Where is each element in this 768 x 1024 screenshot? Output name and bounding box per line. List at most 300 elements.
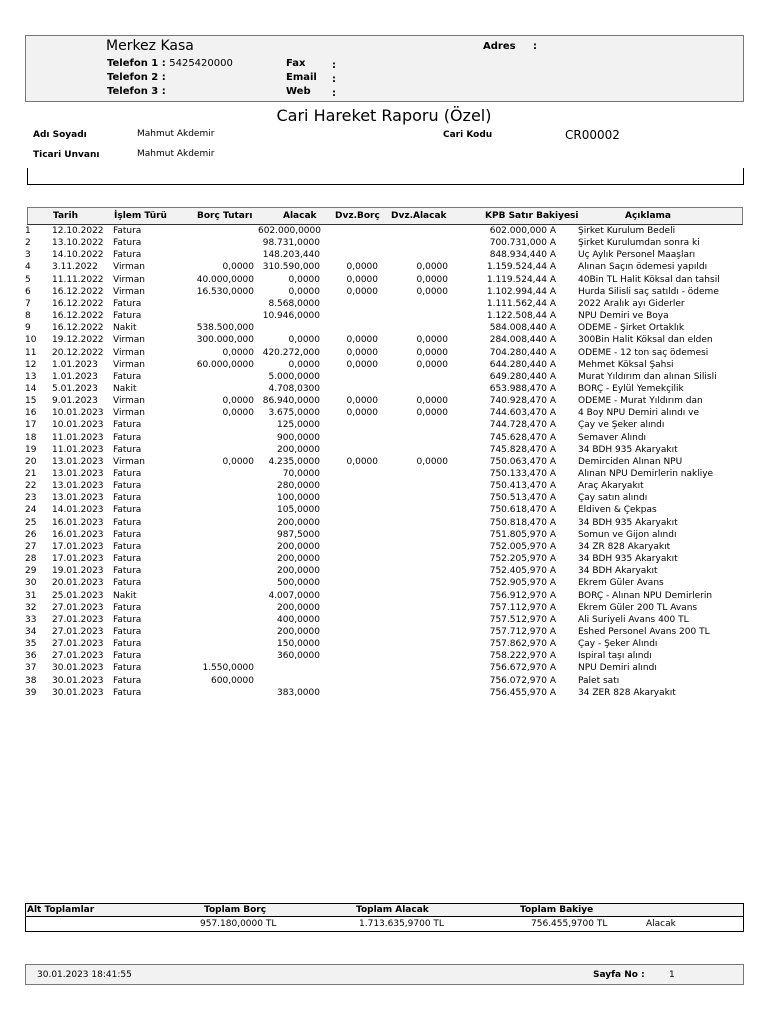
row-balance: 756.072,970 A <box>489 675 556 686</box>
row-date: 27.01.2023 <box>52 639 104 650</box>
row-date: 13.01.2023 <box>52 493 104 504</box>
row-date: 16.12.2022 <box>52 286 104 297</box>
trade-label: Ticari Unvanı <box>33 150 100 160</box>
row-description: Semaver Alındı <box>578 432 647 443</box>
table-row <box>0 250 768 262</box>
row-type: Fatura <box>113 614 142 625</box>
total-alacak-label: Toplam Alacak <box>356 905 429 915</box>
row-description: 34 ZR 828 Akaryakıt <box>578 541 671 552</box>
row-alacak: 200,0000 <box>277 626 320 637</box>
row-borc: 0,0000 <box>222 408 254 419</box>
row-description: BORÇ - Eylül Yemekçilik <box>578 383 684 394</box>
row-alacak: 280,0000 <box>277 481 320 492</box>
row-date: 16.01.2023 <box>52 529 104 540</box>
row-date: 5.01.2023 <box>52 383 98 394</box>
row-description: İspiral taşı alındı <box>578 651 652 662</box>
trade-value: Mahmut Akdemir <box>137 149 215 159</box>
table-row <box>0 676 768 688</box>
row-dvz-borc: 0,0000 <box>346 286 378 297</box>
row-number: 7 <box>25 298 31 309</box>
row-balance: 752.205,970 A <box>489 554 556 565</box>
row-alacak: 987,5000 <box>277 529 320 540</box>
print-datetime: 30.01.2023 18:41:55 <box>37 970 132 980</box>
row-alacak: 200,0000 <box>277 517 320 528</box>
row-description: Çay ve Şeker alındı <box>578 420 665 431</box>
page-footer <box>25 964 744 985</box>
row-balance: 750.133,470 A <box>489 469 556 479</box>
row-date: 16.12.2022 <box>52 323 104 334</box>
row-date: 14.01.2023 <box>52 505 104 516</box>
page-label: Sayfa No : <box>593 970 645 980</box>
row-date: 20.12.2022 <box>52 347 104 358</box>
row-description: ÖDEME - Murat Yıldırım dan <box>578 396 703 407</box>
row-date: 25.01.2023 <box>52 590 104 601</box>
table-row <box>0 663 768 675</box>
row-alacak: 200,0000 <box>277 554 320 565</box>
phone2-label: Telefon 2 : <box>107 72 166 83</box>
company-header <box>25 35 744 102</box>
row-balance: 750.618,470 A <box>489 505 556 516</box>
th-date: Tarih <box>53 211 78 221</box>
row-alacak: 500,0000 <box>277 578 320 589</box>
row-number: 33 <box>25 614 37 625</box>
row-description: Mehmet Köksal Şahsi <box>578 359 674 370</box>
row-number: 26 <box>25 529 37 540</box>
row-number: 6 <box>25 286 31 297</box>
row-dvz-alacak: 0,0000 <box>416 286 448 297</box>
row-alacak: 420.272,000 <box>262 347 320 358</box>
row-balance: 649.280,440 A <box>489 371 556 382</box>
row-alacak: 100,0000 <box>277 493 320 504</box>
row-date: 9.01.2023 <box>52 396 98 407</box>
row-balance: 752.405,970 A <box>489 566 556 577</box>
row-description: 34 BDH 935 Akaryakıt <box>578 517 678 528</box>
table-row <box>0 299 768 311</box>
row-dvz-borc: 0,0000 <box>346 396 378 407</box>
phone1-value: 5425420000 <box>169 58 233 69</box>
row-alacak: 10.946,0000 <box>262 311 320 322</box>
row-balance: 756.455,970 A <box>489 687 556 698</box>
row-number: 21 <box>25 469 37 479</box>
row-dvz-alacak: 0,0000 <box>416 262 448 273</box>
row-description: ÖDEME - Şirket Ortaklık <box>578 323 685 334</box>
row-type: Fatura <box>113 517 142 528</box>
table-row <box>0 688 768 700</box>
row-type: Fatura <box>113 639 142 650</box>
row-date: 1.01.2023 <box>52 359 98 370</box>
row-date: 11.01.2023 <box>52 432 104 443</box>
row-alacak: 148.203,440 <box>262 250 320 261</box>
row-description: 40Bin TL Halit Köksal dan tahsil <box>578 274 720 285</box>
row-description: NPU Demiri ve Boya <box>578 311 669 322</box>
web-label: Web <box>286 86 311 97</box>
table-row <box>0 433 768 445</box>
row-description: Araç Akaryakıt <box>578 481 644 492</box>
row-number: 30 <box>25 578 37 589</box>
table-row <box>0 469 768 481</box>
row-balance: 284.008,440 A <box>489 335 556 346</box>
row-dvz-alacak: 0,0000 <box>416 274 448 285</box>
row-type: Nakit <box>113 323 137 334</box>
row-number: 31 <box>25 590 37 601</box>
row-balance: 704.280,440 A <box>489 347 556 358</box>
table-row <box>0 396 768 408</box>
row-dvz-alacak: 0,0000 <box>416 335 448 346</box>
row-type: Virman <box>113 347 145 358</box>
row-date: 3.11.2022 <box>52 262 98 273</box>
web-colon: : <box>332 88 336 99</box>
table-row <box>0 348 768 360</box>
th-type: İşlem Türü <box>114 211 167 221</box>
row-type: Fatura <box>113 626 142 637</box>
table-row <box>0 518 768 530</box>
total-balance-label: Toplam Bakiye <box>520 905 594 915</box>
row-alacak: 8.568,0000 <box>268 298 320 309</box>
row-alacak: 0,0000 <box>288 274 320 285</box>
row-dvz-alacak: 0,0000 <box>416 408 448 419</box>
table-row <box>0 578 768 590</box>
row-dvz-borc: 0,0000 <box>346 456 378 467</box>
totals-label: Alt Toplamlar <box>27 905 95 915</box>
row-type: Fatura <box>113 298 142 309</box>
row-balance: 756.912,970 A <box>489 590 556 601</box>
row-alacak: 3.675,0000 <box>268 408 320 419</box>
row-balance: 1.159.524,44 A <box>486 262 556 273</box>
row-date: 11.11.2022 <box>52 274 104 285</box>
row-date: 16.01.2023 <box>52 517 104 528</box>
row-description: Alınan NPU Demirlerin nakliye <box>578 469 714 479</box>
row-alacak: 200,0000 <box>277 566 320 577</box>
table-row <box>0 372 768 384</box>
th-desc: Açıklama <box>625 211 671 221</box>
row-alacak: 602.000,0000 <box>258 226 321 236</box>
table-row <box>0 360 768 372</box>
row-alacak: 0,0000 <box>288 286 320 297</box>
table-row <box>0 505 768 517</box>
row-borc: 60.000,0000 <box>196 359 254 370</box>
row-number: 11 <box>25 347 37 358</box>
row-description: Eldiven & Çekpas <box>578 505 657 516</box>
row-dvz-borc: 0,0000 <box>346 359 378 370</box>
row-balance: 751.805,970 A <box>489 529 556 540</box>
row-alacak: 0,0000 <box>288 335 320 346</box>
row-date: 16.12.2022 <box>52 298 104 309</box>
table-row <box>0 420 768 432</box>
row-alacak: 86.940,0000 <box>262 396 320 407</box>
code-value: CR00002 <box>565 128 620 142</box>
row-number: 20 <box>25 456 37 467</box>
row-number: 19 <box>25 444 37 455</box>
row-dvz-borc: 0,0000 <box>346 408 378 419</box>
row-date: 19.12.2022 <box>52 335 104 346</box>
row-number: 23 <box>25 493 37 504</box>
row-balance: 1.102.994,44 A <box>486 286 556 297</box>
row-type: Fatura <box>113 238 142 249</box>
row-type: Virman <box>113 274 145 285</box>
row-date: 11.01.2023 <box>52 444 104 455</box>
row-description: 300Bin Halit Köksal dan elden <box>578 335 713 346</box>
row-balance: 752.905,970 A <box>489 578 556 589</box>
row-type: Fatura <box>113 226 142 236</box>
row-type: Fatura <box>113 651 142 662</box>
th-alacak: Alacak <box>283 211 317 221</box>
row-description: NPU Demiri alındı <box>578 663 657 674</box>
table-row <box>0 445 768 457</box>
code-label: Cari Kodu <box>443 130 493 140</box>
row-type: Virman <box>113 408 145 419</box>
row-date: 13.01.2023 <box>52 456 104 467</box>
row-balance: 744.728,470 A <box>489 420 556 431</box>
row-number: 4 <box>25 262 31 273</box>
row-number: 35 <box>25 639 37 650</box>
row-balance: 848.934,440 A <box>489 250 556 261</box>
row-number: 10 <box>25 335 37 346</box>
row-date: 27.01.2023 <box>52 651 104 662</box>
row-description: Ekrem Güler Avans <box>578 578 664 589</box>
row-number: 18 <box>25 432 37 443</box>
total-borc-label: Toplam Borç <box>204 905 267 915</box>
table-row <box>0 554 768 566</box>
row-date: 16.12.2022 <box>52 311 104 322</box>
total-alacak-value: 1.713.635,9700 TL <box>359 919 444 929</box>
email-label: Email <box>286 72 317 83</box>
th-dvz-alacak: Dvz.Alacak <box>391 211 447 221</box>
phone3-label: Telefon 3 : <box>107 86 166 97</box>
row-description: Üç Aylık Personel Maaşları <box>578 250 696 261</box>
row-description: BORÇ - Alınan NPU Demirlerin <box>578 590 713 601</box>
row-balance: 757.512,970 A <box>489 614 556 625</box>
row-number: 1 <box>25 226 31 236</box>
row-type: Virman <box>113 262 145 273</box>
row-alacak: 200,0000 <box>277 602 320 613</box>
fax-colon: : <box>332 60 336 71</box>
row-type: Fatura <box>113 687 142 698</box>
row-type: Fatura <box>113 481 142 492</box>
table-row <box>0 311 768 323</box>
row-alacak: 4.007,0000 <box>268 590 320 601</box>
row-number: 24 <box>25 505 37 516</box>
row-balance: 750.818,470 A <box>489 517 556 528</box>
row-dvz-alacak: 0,0000 <box>416 396 448 407</box>
row-balance: 602.000,000 A <box>489 226 556 236</box>
row-type: Fatura <box>113 420 142 431</box>
table-row <box>0 238 768 250</box>
table-row <box>0 651 768 663</box>
row-alacak: 0,0000 <box>288 359 320 370</box>
row-description: 34 BDH 935 Akaryakıt <box>578 554 678 565</box>
table-row <box>0 627 768 639</box>
totals-box <box>25 903 744 932</box>
th-borc: Borç Tutarı <box>197 211 253 221</box>
row-date: 20.01.2023 <box>52 578 104 589</box>
row-description: 34 BDH 935 Akaryakıt <box>578 444 678 455</box>
row-type: Fatura <box>113 578 142 589</box>
total-balance-value: 756.455,9700 TL <box>531 919 608 929</box>
name-label: Adı Soyadı <box>33 130 87 140</box>
row-type: Fatura <box>113 311 142 322</box>
row-balance: 750.063,470 A <box>489 456 556 467</box>
row-type: Fatura <box>113 469 142 479</box>
row-alacak: 5.000,0000 <box>268 371 320 382</box>
table-row <box>0 603 768 615</box>
row-type: Nakit <box>113 590 137 601</box>
row-description: Hurda Silisli saç satıldı - ödeme <box>578 286 719 297</box>
row-number: 34 <box>25 626 37 637</box>
row-type: Fatura <box>113 529 142 540</box>
row-borc: 300.000,000 <box>196 335 254 346</box>
info-box <box>27 168 744 185</box>
row-balance: 757.112,970 A <box>489 602 556 613</box>
row-type: Fatura <box>113 371 142 382</box>
table-row <box>0 335 768 347</box>
row-date: 30.01.2023 <box>52 687 104 698</box>
table-row <box>0 481 768 493</box>
row-date: 27.01.2023 <box>52 602 104 613</box>
row-date: 30.01.2023 <box>52 675 104 686</box>
row-alacak: 98.731,0000 <box>262 238 320 249</box>
row-date: 27.01.2023 <box>52 626 104 637</box>
row-number: 9 <box>25 323 31 334</box>
table-row <box>0 457 768 469</box>
row-dvz-borc: 0,0000 <box>346 262 378 273</box>
row-balance: 745.828,470 A <box>489 444 556 455</box>
row-borc: 0,0000 <box>222 396 254 407</box>
row-alacak: 383,0000 <box>277 687 320 698</box>
total-borc-value: 957.180,0000 TL <box>200 919 277 929</box>
row-description: Şirket Kurulumdan sonra ki <box>578 238 700 249</box>
row-number: 16 <box>25 408 37 419</box>
row-type: Fatura <box>113 566 142 577</box>
fax-label: Fax <box>286 58 306 69</box>
row-balance: 1.119.524,44 A <box>486 274 556 285</box>
row-number: 38 <box>25 675 37 686</box>
row-number: 22 <box>25 481 37 492</box>
row-dvz-borc: 0,0000 <box>346 347 378 358</box>
row-description: 34 ZER 828 Akaryakıt <box>578 687 676 698</box>
row-borc: 16.530,0000 <box>196 286 254 297</box>
row-balance: 1.111.562,44 A <box>486 298 556 309</box>
row-type: Nakit <box>113 383 137 394</box>
row-balance: 756.672,970 A <box>489 663 556 674</box>
row-alacak: 105,0000 <box>277 505 320 516</box>
row-date: 12.10.2022 <box>52 226 104 236</box>
row-balance: 584.008,440 A <box>489 323 556 334</box>
row-alacak: 900,0000 <box>277 432 320 443</box>
row-alacak: 4.235,0000 <box>268 456 320 467</box>
table-row <box>0 408 768 420</box>
page-number: 1 <box>669 970 675 980</box>
row-date: 10.01.2023 <box>52 420 104 431</box>
row-dvz-borc: 0,0000 <box>346 274 378 285</box>
row-borc: 40.000,0000 <box>196 274 254 285</box>
row-number: 17 <box>25 420 37 431</box>
row-dvz-alacak: 0,0000 <box>416 359 448 370</box>
row-borc: 600,0000 <box>211 675 254 686</box>
row-type: Virman <box>113 456 145 467</box>
row-alacak: 310.590,000 <box>262 262 320 273</box>
row-type: Fatura <box>113 541 142 552</box>
table-row <box>0 615 768 627</box>
row-dvz-alacak: 0,0000 <box>416 456 448 467</box>
row-date: 17.01.2023 <box>52 554 104 565</box>
row-number: 36 <box>25 651 37 662</box>
report-title: Cari Hareket Raporu (Özel) <box>276 106 492 125</box>
table-row <box>0 591 768 603</box>
row-type: Fatura <box>113 505 142 516</box>
row-balance: 757.712,970 A <box>489 626 556 637</box>
row-date: 13.01.2023 <box>52 469 104 479</box>
row-description: Palet satı <box>578 675 620 686</box>
row-description: 4 Boy NPU Demiri alındı ve <box>578 408 700 419</box>
row-balance: 745.628,470 A <box>489 432 556 443</box>
row-description: Murat Yıldırım dan alınan Silisli <box>578 371 717 382</box>
row-date: 13.01.2023 <box>52 481 104 492</box>
row-number: 14 <box>25 383 37 394</box>
table-row <box>0 542 768 554</box>
row-type: Fatura <box>113 250 142 261</box>
row-number: 29 <box>25 566 37 577</box>
row-balance: 750.413,470 A <box>489 481 556 492</box>
table-row <box>0 287 768 299</box>
name-value: Mahmut Akdemir <box>137 129 215 139</box>
table-row <box>0 493 768 505</box>
table-row <box>0 384 768 396</box>
row-dvz-borc: 0,0000 <box>346 335 378 346</box>
row-balance: 744.603,470 A <box>489 408 556 419</box>
row-alacak: 70,0000 <box>282 469 320 479</box>
row-type: Fatura <box>113 554 142 565</box>
row-balance: 758.222,970 A <box>489 651 556 662</box>
table-row <box>0 530 768 542</box>
row-description: ÖDEME - 12 ton saç ödemesi <box>578 347 709 358</box>
row-number: 15 <box>25 396 37 407</box>
row-type: Fatura <box>113 432 142 443</box>
row-number: 39 <box>25 687 37 698</box>
row-alacak: 400,0000 <box>277 614 320 625</box>
row-alacak: 150,0000 <box>277 639 320 650</box>
row-alacak: 200,0000 <box>277 541 320 552</box>
row-balance: 750.513,470 A <box>489 493 556 504</box>
company-name: Merkez Kasa <box>106 38 194 54</box>
row-type: Fatura <box>113 602 142 613</box>
email-colon: : <box>332 74 336 85</box>
row-number: 8 <box>25 311 31 322</box>
row-type: Fatura <box>113 444 142 455</box>
row-description: Çay - Şeker Alındı <box>578 639 658 650</box>
row-balance: 740.928,470 A <box>489 396 556 407</box>
row-date: 10.01.2023 <box>52 408 104 419</box>
row-description: Somun ve Gijon alındı <box>578 529 677 540</box>
row-date: 17.01.2023 <box>52 541 104 552</box>
row-borc: 538.500,000 <box>196 323 254 334</box>
row-description: Ekrem Güler 200 TL Avans <box>578 602 698 613</box>
row-type: Virman <box>113 396 145 407</box>
row-date: 27.01.2023 <box>52 614 104 625</box>
row-description: Ali Suriyeli Avans 400 TL <box>578 614 689 625</box>
row-description: 2022 Aralık ayı Giderler <box>578 298 685 309</box>
row-type: Fatura <box>113 675 142 686</box>
row-description: Şirket Kurulum Bedeli <box>578 226 676 236</box>
table-row <box>0 566 768 578</box>
address-label: Adres : <box>483 41 537 52</box>
row-number: 25 <box>25 517 37 528</box>
row-number: 5 <box>25 274 31 285</box>
row-dvz-alacak: 0,0000 <box>416 347 448 358</box>
th-dvz-borc: Dvz.Borç <box>335 211 380 221</box>
phone1 <box>107 58 233 69</box>
row-alacak: 125,0000 <box>277 420 320 431</box>
row-number: 37 <box>25 663 37 674</box>
